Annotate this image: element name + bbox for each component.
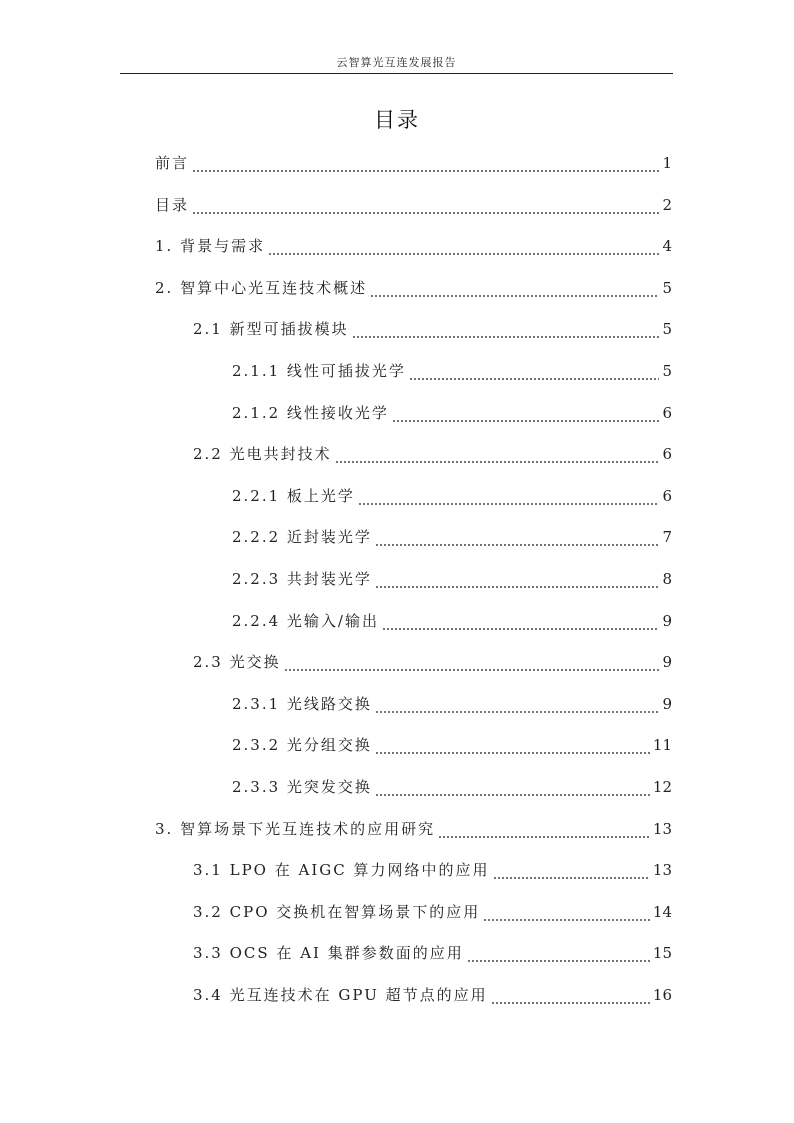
toc-dot-leader: [467, 951, 650, 963]
toc-entry[interactable]: [193, 937, 672, 963]
toc-entry[interactable]: [232, 605, 672, 631]
toc-entry-label: 2.1.1 线性可插拔光学: [232, 362, 406, 380]
toc-entry-label: 2. 智算中心光互连技术概述: [155, 279, 368, 297]
toc-entry-label: 2.2 光电共封技术: [193, 445, 332, 463]
toc-entry-label: 2.3.1 光线路交换: [232, 695, 372, 713]
toc-entry-label: 3.1 LPO 在 AIGC 算力网络中的应用: [193, 861, 490, 879]
toc-page-number: 12: [652, 778, 672, 796]
toc-dot-leader: [335, 452, 660, 464]
toc-page-number: 13: [652, 861, 672, 879]
page-title: 目录: [374, 108, 420, 132]
toc-entry-label: 3.3 OCS 在 AI 集群参数面的应用: [193, 944, 464, 962]
toc-page-number: 5: [662, 279, 672, 297]
toc-entry-label: 2.1.2 线性接收光学: [232, 404, 389, 422]
toc-entry-label: 2.2.1 板上光学: [232, 487, 355, 505]
toc-entry[interactable]: [193, 646, 672, 672]
toc-entry-label: 1. 背景与需求: [155, 237, 266, 255]
toc-dot-leader: [268, 244, 659, 256]
toc-dot-leader: [438, 827, 650, 839]
toc-dot-leader: [192, 161, 659, 173]
toc-entry[interactable]: [155, 147, 672, 173]
toc-entry[interactable]: [155, 230, 672, 256]
toc-entry[interactable]: [155, 189, 672, 215]
toc-page-number: 9: [662, 612, 672, 630]
toc-page-number: 13: [652, 820, 672, 838]
toc-entry-label: 前言: [155, 154, 190, 172]
toc-dot-leader: [375, 785, 650, 797]
toc-dot-leader: [409, 369, 660, 381]
toc-dot-leader: [192, 203, 659, 215]
toc-page-number: 6: [662, 487, 672, 505]
toc-entry[interactable]: [193, 854, 672, 880]
toc-entry[interactable]: [232, 397, 672, 423]
toc-page-number: 7: [662, 528, 672, 546]
running-header: 云智算光互连发展报告: [336, 56, 457, 69]
toc-entry[interactable]: [155, 813, 672, 839]
toc-entry-label: 目录: [155, 196, 190, 214]
toc-dot-leader: [491, 993, 650, 1005]
toc-entry-label: 3.4 光互连技术在 GPU 超节点的应用: [193, 986, 488, 1004]
toc-page-number: 15: [652, 944, 672, 962]
toc-page-number: 5: [662, 320, 672, 338]
toc-page-number: 1: [662, 154, 672, 172]
toc-page-number: 8: [662, 570, 672, 588]
toc-entry-label: 3.2 CPO 交换机在智算场景下的应用: [193, 903, 481, 921]
toc-dot-leader: [382, 619, 659, 631]
toc-page-number: 14: [652, 903, 672, 921]
toc-page-number: 11: [652, 736, 672, 754]
toc-dot-leader: [375, 743, 650, 755]
toc-entry[interactable]: [232, 771, 672, 797]
toc-page-number: 4: [662, 237, 672, 255]
header-rule: [120, 73, 673, 74]
toc-page-number: 2: [662, 196, 672, 214]
toc-entry[interactable]: [193, 438, 672, 464]
toc-dot-leader: [375, 702, 660, 714]
toc-page-number: 5: [662, 362, 672, 380]
toc-page-number: 9: [662, 695, 672, 713]
toc-dot-leader: [392, 411, 660, 423]
toc-entry-label: 2.1 新型可插拔模块: [193, 320, 349, 338]
toc-entry[interactable]: [232, 355, 672, 381]
toc-page-number: 6: [662, 404, 672, 422]
toc-dot-leader: [483, 910, 650, 922]
toc-dot-leader: [370, 286, 659, 298]
toc-entry[interactable]: [232, 480, 672, 506]
toc-entry[interactable]: [232, 521, 672, 547]
toc-entry-label: 2.3 光交换: [193, 653, 281, 671]
toc-page-number: 16: [652, 986, 672, 1004]
toc-entry-label: 2.2.3 共封装光学: [232, 570, 372, 588]
toc-dot-leader: [352, 327, 660, 339]
toc-entry[interactable]: [193, 896, 672, 922]
toc-entry-label: 2.3.3 光突发交换: [232, 778, 372, 796]
toc-dot-leader: [375, 577, 660, 589]
toc-entry[interactable]: [232, 729, 672, 755]
toc-dot-leader: [358, 494, 660, 506]
toc-entry-label: 2.3.2 光分组交换: [232, 736, 372, 754]
toc-page-number: 6: [662, 445, 672, 463]
toc-entry[interactable]: [193, 313, 672, 339]
toc-page-number: 9: [662, 653, 672, 671]
toc-entry-label: 2.2.4 光输入/输出: [232, 612, 379, 630]
toc-dot-leader: [493, 868, 650, 880]
toc-entry[interactable]: [232, 563, 672, 589]
toc-entry-label: 2.2.2 近封装光学: [232, 528, 372, 546]
toc-entry-label: 3. 智算场景下光互连技术的应用研究: [155, 820, 436, 838]
toc-entry[interactable]: [232, 688, 672, 714]
toc-entry[interactable]: [155, 272, 672, 298]
toc-entry[interactable]: [193, 979, 672, 1005]
toc-dot-leader: [375, 535, 660, 547]
toc-dot-leader: [284, 660, 660, 672]
